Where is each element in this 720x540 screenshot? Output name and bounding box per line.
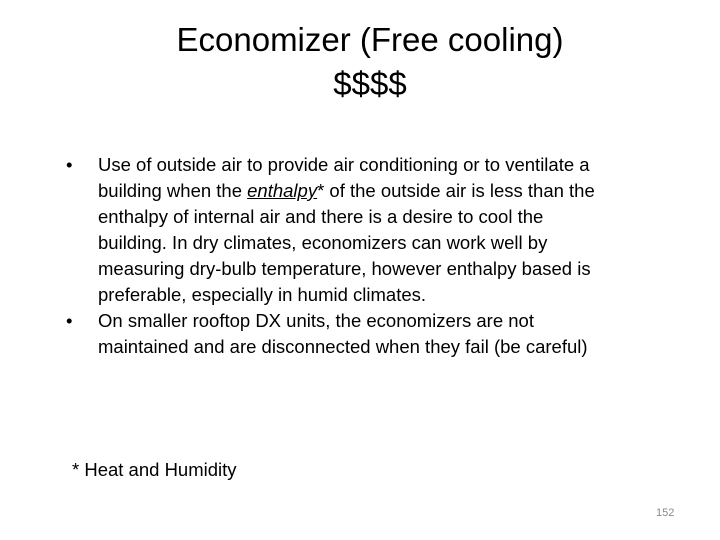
bullet-item xyxy=(66,308,606,360)
bullet-text: On smaller rooftop DX units, the economizers are not maintained and are disconnected when they fail (be careful) xyxy=(98,310,588,357)
bullet-list xyxy=(66,152,606,360)
bullet-icon: • xyxy=(66,154,73,175)
slide-subtitle: $$$$ xyxy=(333,65,407,102)
bullet-item xyxy=(66,152,606,308)
footnote: * Heat and Humidity xyxy=(72,459,237,480)
bullet-icon: • xyxy=(66,310,73,331)
slide-title: Economizer (Free cooling) xyxy=(176,21,564,58)
bullet-text-end: * of the outside air is less than the enthalpy of internal air and there is a desire to cool the building. In dry climates, economizers can work well by measuring dry-bulb temperature, however enthalpy based is preferable, especially in humid climates. xyxy=(98,180,595,305)
enthalpy-term: enthalpy xyxy=(247,180,318,201)
bullet-text-start: Use of outside air to provide air conditioning or to ventilate a building when the xyxy=(98,154,590,201)
page-number: 152 xyxy=(656,507,675,519)
